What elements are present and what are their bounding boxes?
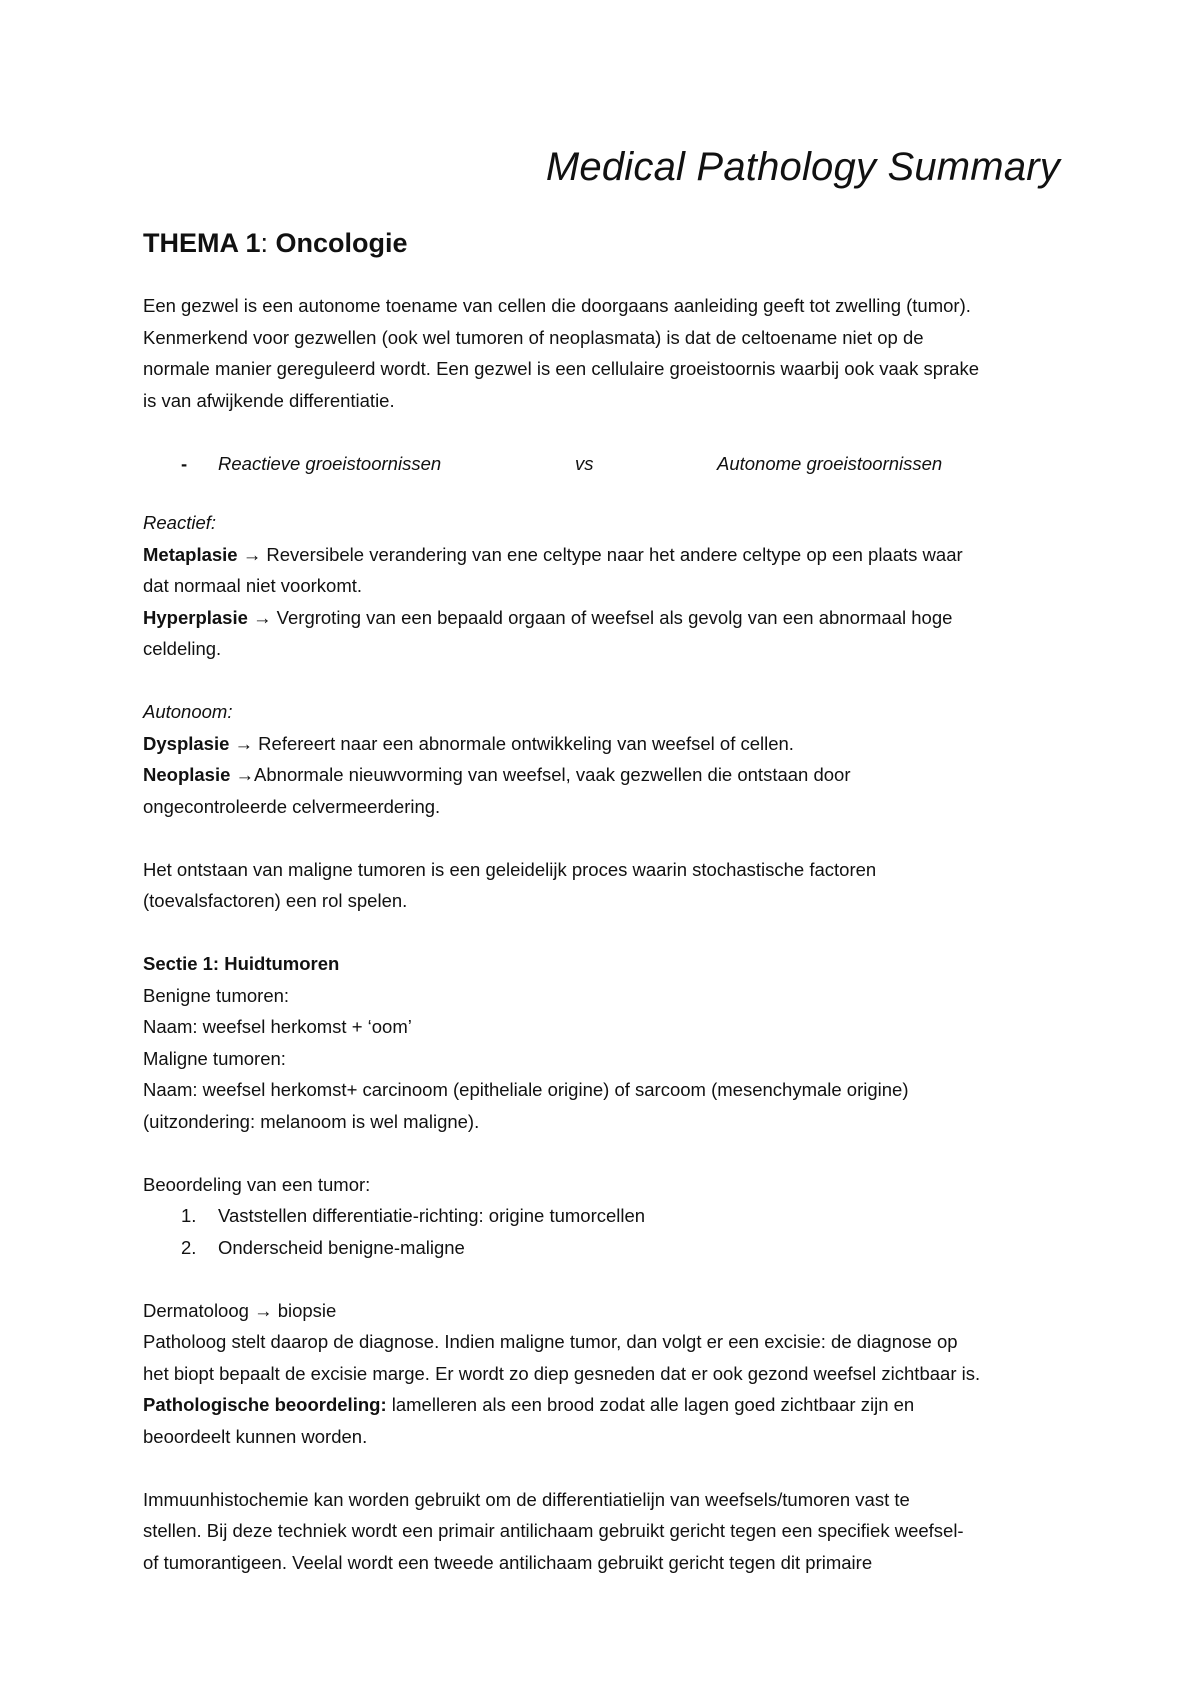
document-body [143, 290, 1063, 1578]
autonomous-section [143, 696, 1063, 822]
theme-prefix: THEMA 1 [143, 228, 261, 258]
arrow-right-icon: → [230, 764, 255, 785]
comparison-vs: vs [575, 452, 594, 474]
definition-text: dat normaal niet voorkomt. [143, 575, 363, 596]
definition-text: celdeling. [143, 638, 222, 659]
section-skin-tumors [143, 948, 1063, 1137]
paragraph-line: Immuunhistochemie kan worden gebruikt om de differentiatielijn van weefsels/tumoren vast te [143, 1488, 910, 1510]
section-heading: Sectie 1: Huidtumoren [143, 953, 340, 974]
list-text: Vaststellen differentiatie-richting: origine tumorcellen [218, 1205, 646, 1226]
term-dysplasie: Dysplasie [143, 732, 230, 754]
pathology-assessment-line [143, 1389, 1063, 1421]
paragraph-line: Naam: weefsel herkomst + ‘oom’ [143, 1016, 412, 1037]
paragraph-line: (uitzondering: melanoom is wel maligne). [143, 1110, 480, 1132]
bullet-dash: - [181, 452, 188, 474]
arrow-right-icon: → [237, 543, 267, 565]
dermatology-term: Dermatoloog [143, 1299, 249, 1321]
dermatology-result: biopsie [277, 1299, 337, 1321]
intro-line: is van afwijkende differentiatie. [143, 389, 395, 411]
definition-text: Reversibele verandering van ene celtype naar het andere celtype op een plaats waar [266, 543, 963, 565]
assessment-heading: Beoordeling van een tumor: [143, 1173, 371, 1195]
paragraph-line: Maligne tumoren: [143, 1047, 286, 1069]
malignant-origin-paragraph [143, 854, 1063, 917]
definition-dysplasie [143, 728, 1063, 760]
paragraph-line: Naam: weefsel herkomst+ carcinoom (epitheliale origine) of sarcoom (mesenchymale origine) [143, 1079, 909, 1100]
arrow-right-icon: → [229, 732, 259, 754]
definition-hyperplasie [143, 602, 1063, 634]
definition-neoplasie [143, 759, 1063, 791]
definition-text: Refereert naar een abnormale ontwikkeling van weefsel of cellen. [258, 732, 794, 754]
paragraph-line: (toevalsfactoren) een rol spelen. [143, 890, 408, 911]
page-title: Medical Pathology Summary [545, 145, 1060, 189]
comparison-left: Reactieve groeistoornissen [218, 452, 442, 474]
definition-text: Abnormale nieuwvorming van weefsel, vaak gezwellen die ontstaan door [254, 764, 851, 785]
paragraph-line: Het ontstaan van maligne tumoren is een geleidelijk proces waarin stochastische factoren [143, 858, 877, 880]
list-number: 2. [181, 1236, 197, 1258]
dermatology-line [143, 1295, 1063, 1327]
theme-name: Oncologie [268, 228, 408, 258]
paragraph-line: stellen. Bij deze techniek wordt een primair antilichaam gebruikt gericht tegen een specifiek weefsel- [143, 1520, 964, 1541]
list-number: 1. [181, 1205, 197, 1226]
paragraph-line: beoordeelt kunnen worden. [143, 1425, 368, 1447]
reactive-section [143, 507, 1063, 665]
intro-line: Een gezwel is een autonome toename van cellen die doorgaans aanleiding geeft tot zwelling (tumor). [143, 295, 971, 316]
term-metaplasie: Metaplasie [143, 543, 238, 565]
pathology-assessment-term: Pathologische beoordeling: [143, 1394, 387, 1415]
intro-line: Kenmerkend voor gezwellen (ook wel tumoren of neoplasmata) is dat de celtoename niet op de [143, 326, 924, 348]
paragraph-line: of tumorantigeen. Veelal wordt een tweede antilichaam gebruikt gericht tegen dit primaire [143, 1551, 873, 1573]
paragraph-line: Benigne tumoren: [143, 984, 290, 1006]
ihc-paragraph [143, 1484, 1063, 1579]
assessment-section [143, 1169, 1063, 1264]
definition-metaplasie [143, 539, 1063, 571]
comparison-right: Autonome groeistoornissen [717, 452, 943, 474]
definition-text: Vergroting van een bepaald orgaan of weefsel als gevolg van een abnormaal hoge [276, 606, 953, 628]
intro-line: normale manier gereguleerd wordt. Een gezwel is een cellulaire groeistoornis waarbij ook vaak sprake [143, 358, 980, 379]
paragraph-line: het biopt bepaalt de excisie marge. Er wordt zo diep gesneden dat er ook gezond weefsel zichtbaar is. [143, 1362, 981, 1384]
dermatology-section [143, 1295, 1063, 1453]
definition-text: ongecontroleerde celvermeerdering. [143, 795, 441, 817]
theme-colon: : [260, 228, 269, 258]
paragraph-text: lamelleren als een brood zodat alle lagen goed zichtbaar zijn en [386, 1394, 915, 1415]
arrow-right-icon: → [247, 606, 277, 628]
assessment-list [143, 1200, 1063, 1263]
theme-heading [143, 228, 408, 259]
list-item [143, 1232, 1063, 1264]
comparison-bullet [143, 448, 1063, 480]
arrow-right-icon: → [248, 1299, 278, 1321]
list-item [143, 1200, 1063, 1232]
autonomous-heading: Autonoom: [143, 701, 233, 722]
term-neoplasie: Neoplasie [143, 764, 231, 785]
list-text: Onderscheid benigne-maligne [218, 1236, 465, 1258]
intro-paragraph [143, 290, 1063, 416]
reactive-heading: Reactief: [143, 512, 217, 533]
paragraph-line: Patholoog stelt daarop de diagnose. Indien maligne tumor, dan volgt er een excisie: de diagnose op [143, 1331, 958, 1352]
term-hyperplasie: Hyperplasie [143, 606, 248, 628]
